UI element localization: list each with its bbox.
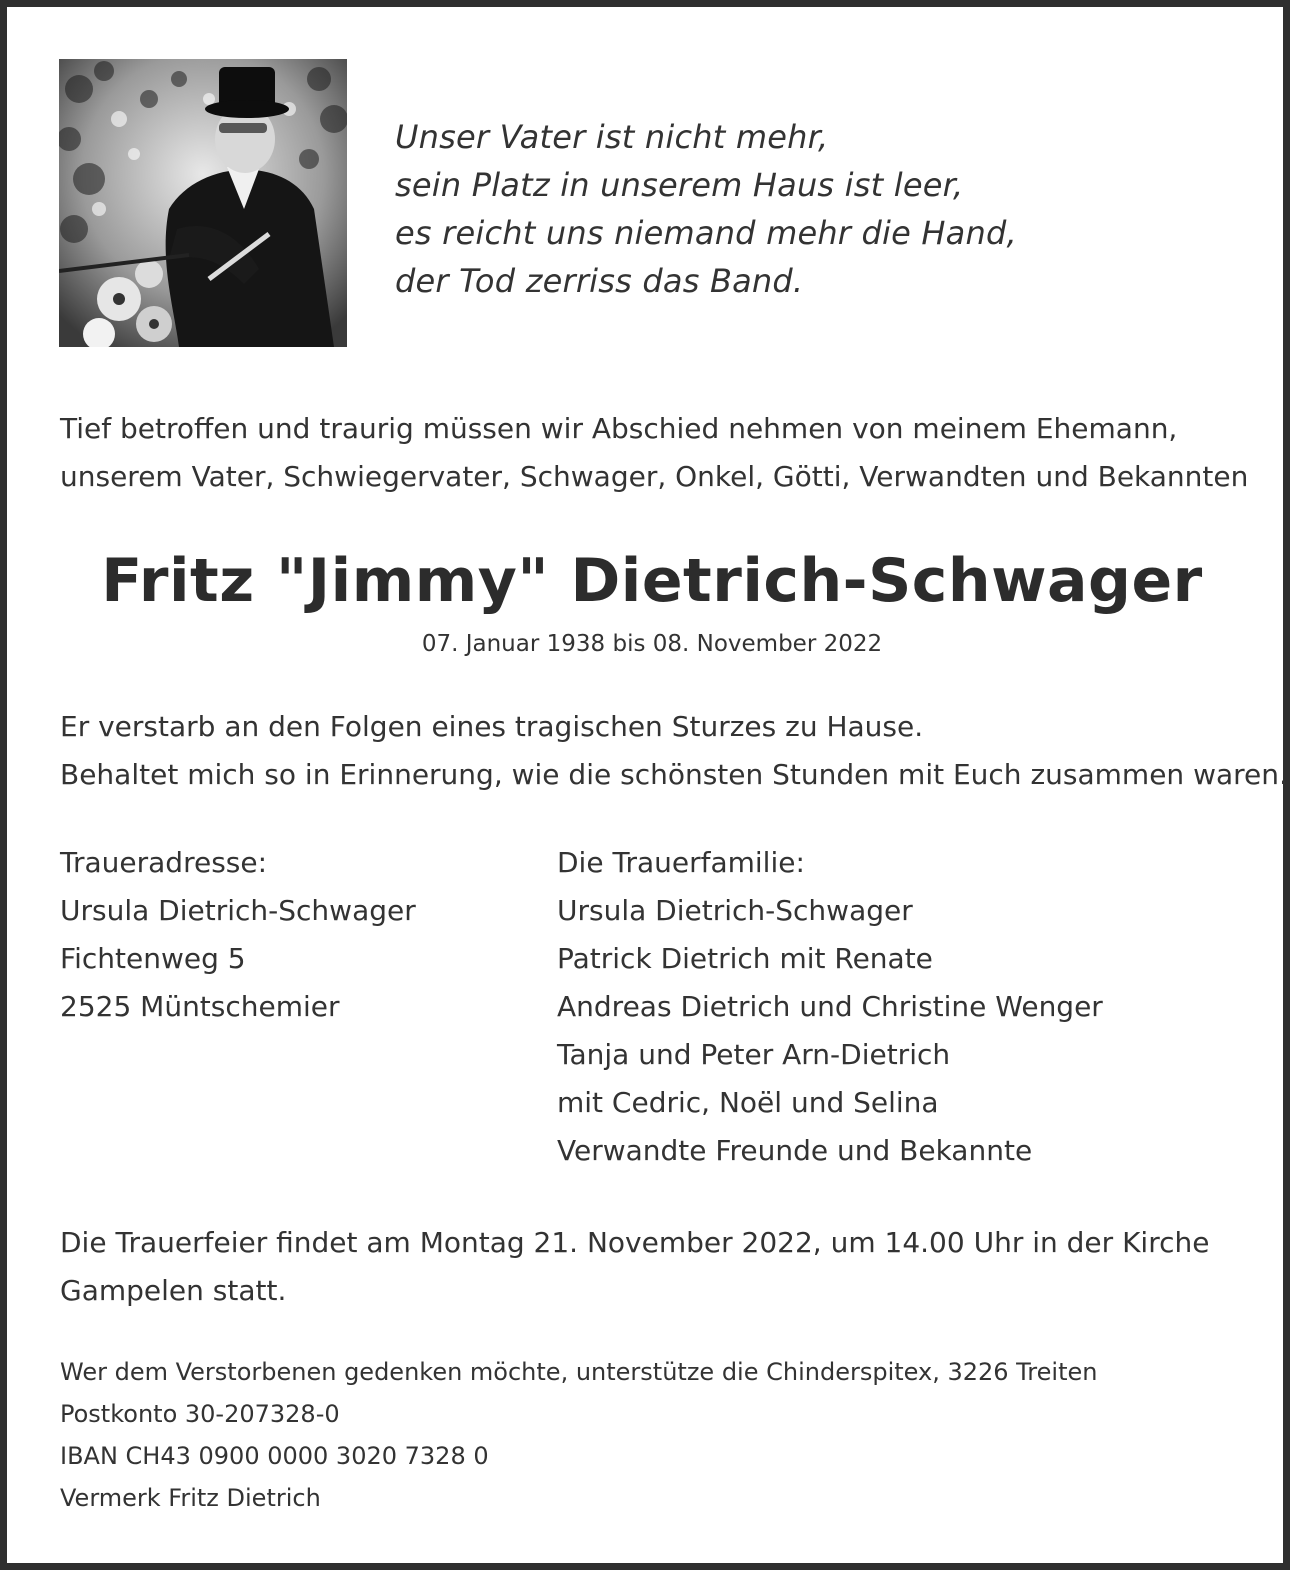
address-line: Fichtenweg 5: [60, 942, 246, 975]
portrait-image: [59, 59, 347, 347]
family-member: Andreas Dietrich und Christine Wenger: [557, 990, 1103, 1023]
address-line: Ursula Dietrich-Schwager: [60, 894, 416, 927]
family-heading: Die Trauerfamilie:: [557, 846, 805, 879]
life-dates: 07. Januar 1938 bis 08. November 2022: [421, 631, 883, 657]
intro-text: [60, 405, 1250, 501]
poem-line: der Tod zerriss das Band.: [395, 262, 804, 300]
poem-line: Unser Vater ist nicht mehr,: [395, 118, 829, 156]
funeral-ceremony-info: [60, 1219, 1250, 1315]
intro-line: Tief betroffen und traurig müssen wir Abschied nehmen von meinem Ehemann,: [60, 412, 1178, 445]
mourning-family: [557, 839, 1257, 1175]
poem-line: es reicht uns niemand mehr die Hand,: [395, 214, 1017, 252]
ceremony-line: Gampelen statt.: [60, 1274, 287, 1307]
family-member: Tanja und Peter Arn-Dietrich: [557, 1038, 951, 1071]
iban: IBAN CH43 0900 0000 3020 7328 0: [60, 1442, 489, 1470]
address-line: 2525 Müntschemier: [60, 990, 340, 1023]
portrait-photo: [59, 59, 347, 347]
family-member: Verwandte Freunde und Bekannte: [557, 1134, 1033, 1167]
poem-line: sein Platz in unserem Haus ist leer,: [395, 166, 964, 204]
poem: [395, 113, 1215, 305]
donation-info: [60, 1351, 1250, 1519]
address-heading: Traueradresse:: [60, 846, 268, 879]
family-member: Ursula Dietrich-Schwager: [557, 894, 913, 927]
family-member: mit Cedric, Noël und Selina: [557, 1086, 939, 1119]
payment-reference: Vermerk Fritz Dietrich: [60, 1484, 321, 1512]
donation-line: Wer dem Verstorbenen gedenken möchte, unterstütze die Chinderspitex, 3226 Treiten: [60, 1358, 1098, 1386]
ceremony-line: Die Trauerfeier findet am Montag 21. November 2022, um 14.00 Uhr in der Kirche: [60, 1226, 1210, 1259]
postal-account: Postkonto 30-207328-0: [60, 1400, 340, 1428]
family-member: Patrick Dietrich mit Renate: [557, 942, 933, 975]
message-line: Er verstarb an den Folgen eines tragischen Sturzes zu Hause.: [60, 710, 924, 743]
mourning-address: [60, 839, 510, 1031]
deceased-name: Fritz "Jimmy" Dietrich-Schwager: [101, 546, 1203, 616]
message-line: Behaltet mich so in Erinnerung, wie die schönsten Stunden mit Euch zusammen waren.: [60, 758, 1288, 791]
death-message: [60, 703, 1288, 799]
intro-line: unserem Vater, Schwiegervater, Schwager, Onkel, Götti, Verwandten und Bekannten: [60, 460, 1249, 493]
